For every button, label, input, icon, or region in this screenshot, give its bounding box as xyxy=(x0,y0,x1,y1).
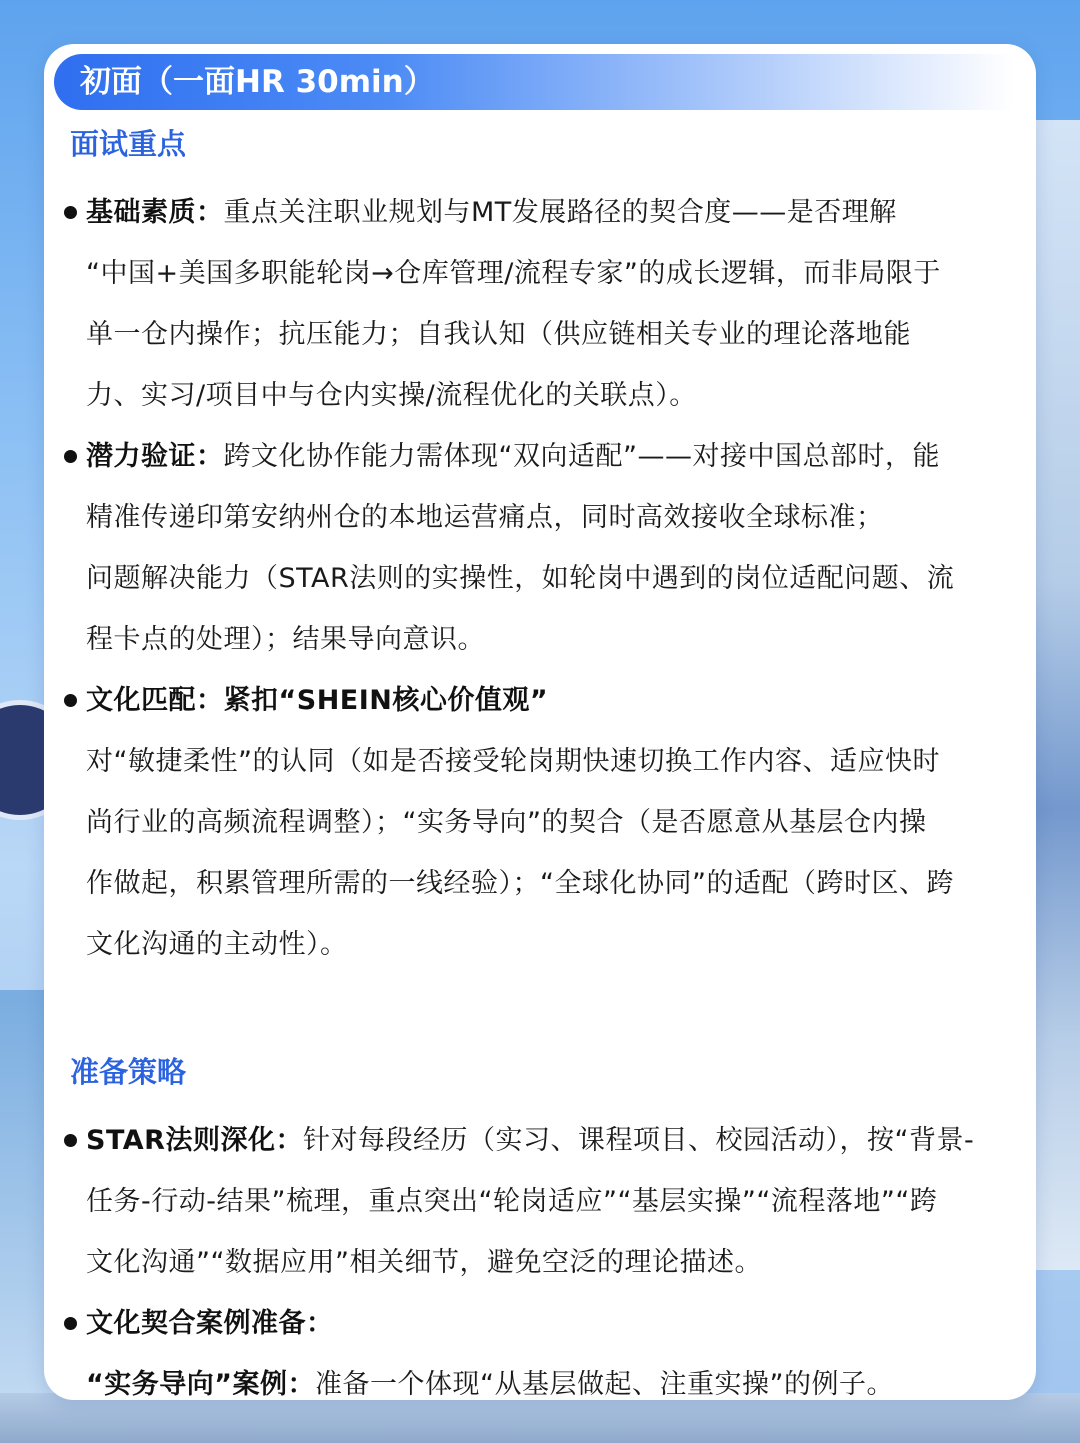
item-line: 程卡点的处理）；结果导向意识。 xyxy=(86,624,485,655)
section-title-preparation-strategy: 准备策略 xyxy=(70,1055,187,1089)
item-label: STAR法则深化： xyxy=(86,1125,303,1156)
item-line xyxy=(86,670,1022,731)
item-line: 潜力验证：跨文化协作能力需体现“双向适配”——对接中国总部时，能 xyxy=(86,441,940,472)
item-label: 文化契合案例准备： xyxy=(86,1308,334,1339)
bullet-dot-icon xyxy=(64,450,77,463)
item-line: 文化沟通的主动性）。 xyxy=(86,929,348,960)
item-line: 基础素质：重点关注职业规划与MT发展路径的契合度——是否理解 xyxy=(86,197,897,228)
list-item xyxy=(62,670,1022,975)
item-label: 文化匹配：紧扣“SHEIN核心价值观” xyxy=(86,685,549,716)
item-line xyxy=(86,1354,1022,1415)
item-line: 文化沟通”“数据应用”相关细节，避免空泛的理论描述。 xyxy=(86,1247,762,1278)
item-line: 尚行业的高频流程调整）；“实务导向”的契合（是否愿意从基层仓内操 xyxy=(86,807,927,838)
item-line: 任务-行动-结果”梳理，重点突出“轮岗适应”“基层实操”“流程落地”“跨 xyxy=(86,1186,938,1217)
content-card xyxy=(44,44,1036,1400)
bullet-dot-icon xyxy=(64,1317,77,1330)
item-line: STAR法则深化：针对每段经历（实习、课程项目、校园活动），按“背景- xyxy=(86,1125,975,1156)
bullet-dot-icon xyxy=(64,694,77,707)
list-item xyxy=(62,182,1022,426)
section-title-interview-focus: 面试重点 xyxy=(70,127,187,161)
bullet-dot-icon xyxy=(64,1134,77,1147)
list-item xyxy=(62,426,1022,670)
item-line: 问题解决能力（STAR法则的实操性，如轮岗中遇到的岗位适配问题、流 xyxy=(86,563,955,594)
item-line: 对“敏捷柔性”的认同（如是否接受轮岗期快速切换工作内容、适应快时 xyxy=(86,746,940,777)
header-bar xyxy=(54,54,1014,110)
item-line: 力、实习/项目中与仓内实操/流程优化的关联点）。 xyxy=(86,380,697,411)
item-line: 作做起，积累管理所需的一线经验）；“全球化协同”的适配（跨时区、跨 xyxy=(86,868,954,899)
item-label: 潜力验证： xyxy=(86,441,224,472)
list-item xyxy=(62,1293,1022,1415)
item-line: “中国+美国多职能轮岗→仓库管理/流程专家”的成长逻辑，而非局限于 xyxy=(86,258,941,289)
case-text: 准备一个体现“从基层做起、注重实操”的例子。 xyxy=(315,1369,894,1400)
item-line xyxy=(86,1293,1022,1354)
item-line: 精准传递印第安纳州仓的本地运营痛点，同时高效接收全球标准； xyxy=(86,502,884,533)
page-title: 初面（一面HR 30min） xyxy=(80,64,435,100)
bullet-dot-icon xyxy=(64,206,77,219)
list-item xyxy=(62,1110,1022,1293)
content-body xyxy=(62,122,1022,1415)
case-label: “实务导向”案例： xyxy=(86,1369,315,1400)
item-line: 单一仓内操作；抗压能力；自我认知（供应链相关专业的理论落地能 xyxy=(86,319,911,350)
item-label: 基础素质： xyxy=(86,197,224,228)
